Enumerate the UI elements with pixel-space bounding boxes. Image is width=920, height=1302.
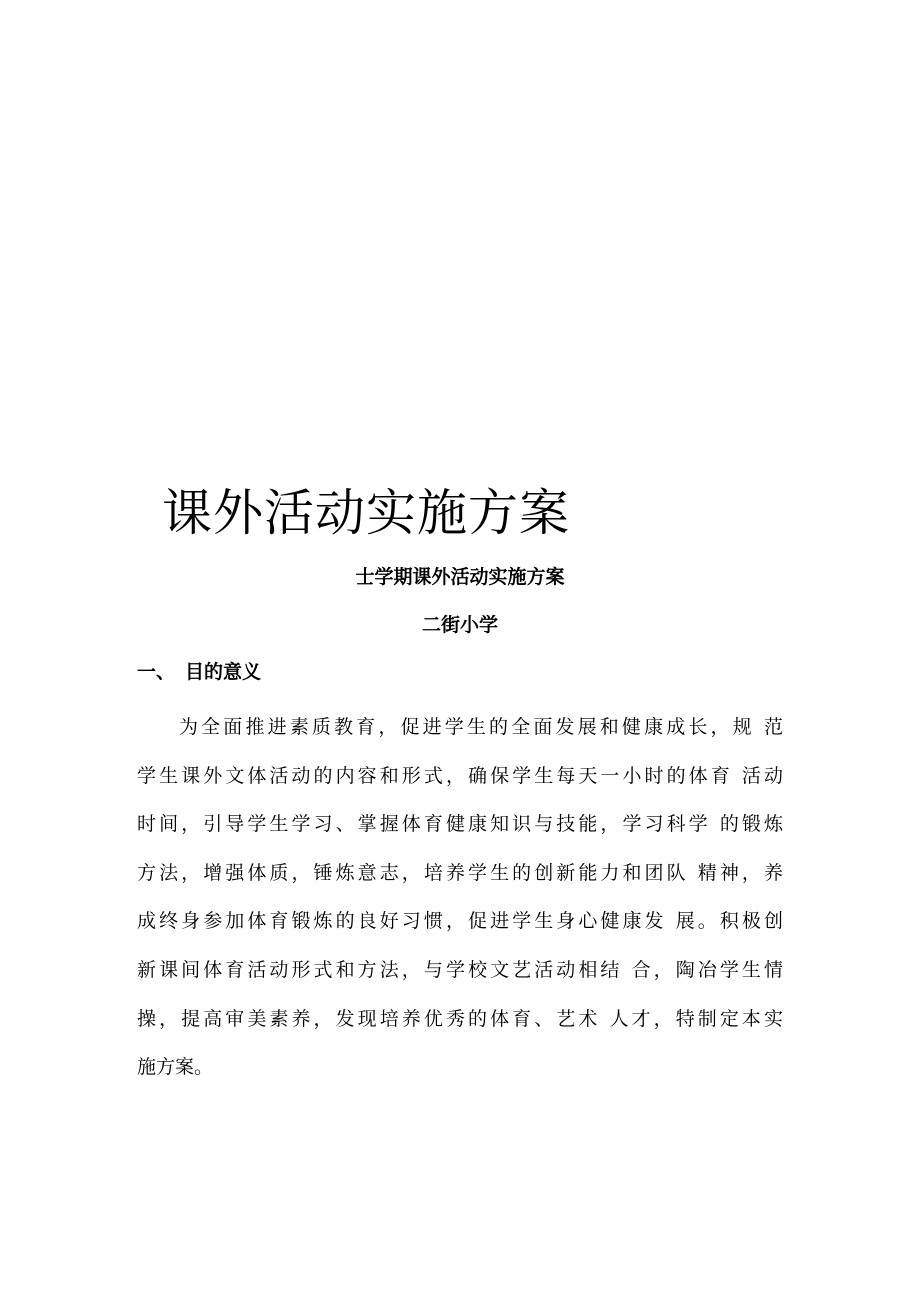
section-title: 目的意义 xyxy=(185,661,262,683)
section-number: 一、 xyxy=(137,661,176,683)
paragraph-line: 新课间体育活动形式和方法，与学校文艺活动相结 合，陶冶学生情 xyxy=(137,958,783,981)
document-subtitle: 士学期课外活动实施方案 xyxy=(355,566,565,588)
paragraph-line: 为全面推进素质教育，促进学生的全面发展和健康成长，规 范 xyxy=(179,716,783,738)
document-title: 课外活动实施方案 xyxy=(162,484,570,542)
paragraph-line: 时间，引导学生学习、掌握体育健康知识与技能，学习科学 的锻炼 xyxy=(137,813,783,836)
paragraph-line: 方法，增强体质，锤炼意志，培养学生的创新能力和团队 精神，养 xyxy=(137,861,783,884)
paragraph-line: 操，提高审美素养，发现培养优秀的体育、艺术 人才，特制定本实 xyxy=(137,1007,783,1030)
paragraph-line: 学生课外文体活动的内容和形式，确保学生每天一小时的体育 活动 xyxy=(137,764,783,787)
paragraph-line: 成终身参加体育锻炼的良好习惯，促进学生身心健康发 展。积极创 xyxy=(137,910,783,933)
section-paragraph xyxy=(137,703,783,1092)
section-heading xyxy=(137,657,261,687)
paragraph-line: 施方案。 xyxy=(137,1056,214,1079)
school-name: 二街小学 xyxy=(421,614,498,636)
